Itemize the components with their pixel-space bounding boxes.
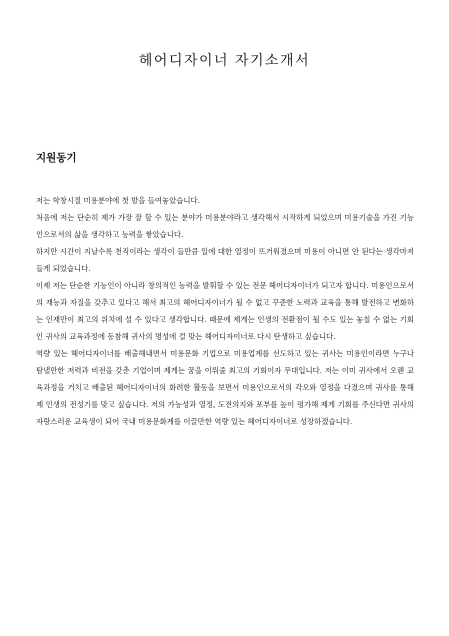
paragraph: 하지만 시간이 지날수록 천직이라는 생각이 들만큼 일에 대한 열정이 뜨거워졌으며 미용이 아니면 안 된다는 생각마저 들게 되었습니다. <box>36 247 414 273</box>
paragraph: 처음에 저는 단순히 제가 가장 잘 할 수 있는 분야가 미용분야라고 생각해서 시작하게 되었으며 미용기술을 가진 기능인으로서의 삶을 생각하고 능력을 쌓았습니다. <box>36 213 414 239</box>
paragraph: 이제 저는 단순한 기능인이 아니라 창의적인 능력을 발휘할 수 있는 전문 헤어디자이너가 되고자 합니다. 미용인으로서의 재능과 자질을 갖추고 있다고 해서 최고의 헤어디자이너가 될 수 없고 꾸준한 노력과 교육을 통해 발전하고 변화하는 인재만이 최고의 위치에 설 수 있다고 생각합니다. 때문에 제게는 인생의 전환점이 될 수도 있는 놓칠 수 없는 기회인 귀사의 교육과정에 동참해 귀사의 명성에 걸 맞는 헤어디자이너로 다시 탄생하고 싶습니다. <box>36 281 414 341</box>
paragraph: 역량 있는 헤어디자이너를 배출해내면서 미용문화 기업으로 미용업계를 선도하고 있는 귀사는 미용인이라면 누구나 탐낼만한 저력과 비전을 갖춘 기업이며 제게는 꿈을 이뤄줄 최고의 기회이자 무대입니다. 저는 이미 귀사에서 오랜 교육과정을 거치고 배출된 헤어디자이너의 화려한 활동을 보면서 미용인으로서의 각오와 열정을 다졌으며 귀사를 통해 제 인생의 전성기를 맞고 싶습니다. 저의 가능성과 열정, 도전의지와 포부를 높이 평가해 제게 기회를 주신다면 귀사의 자랑스러운 교육생이 되어 국내 미용문화계를 이끌만한 역량 있는 헤어디자이너로 성장하겠습니다. <box>36 349 414 426</box>
document-body <box>36 192 414 430</box>
paragraph: 저는 학창시절 미용분야에 첫 발을 들여놓았습니다. <box>36 196 201 205</box>
section-heading: 지원동기 <box>36 152 77 164</box>
document-title: 헤어디자이너 자기소개서 <box>138 53 311 69</box>
